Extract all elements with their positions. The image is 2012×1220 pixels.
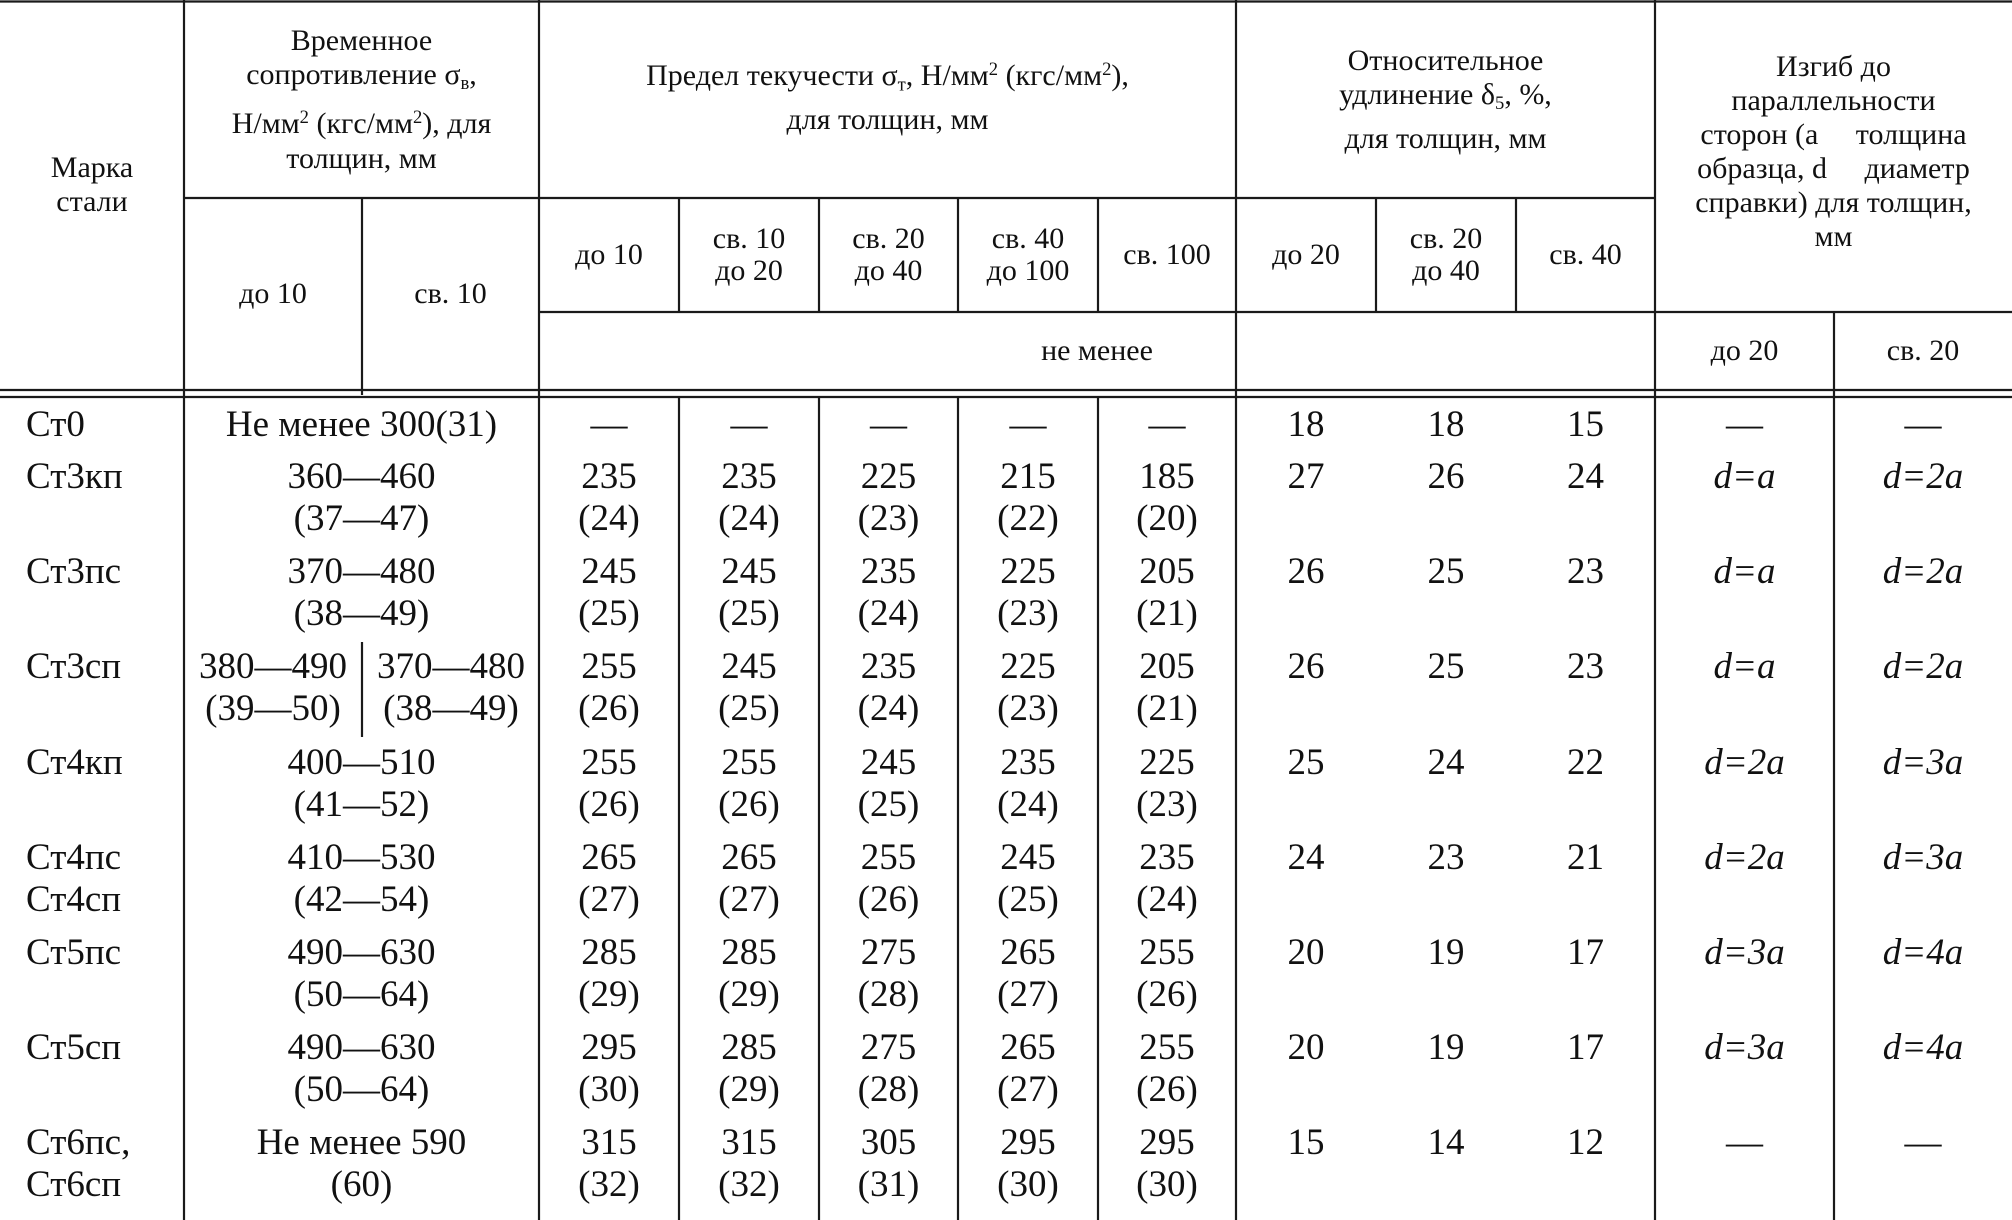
steel-grade-cell [26,932,182,974]
elongation-cell: 26 [1287,646,1325,687]
elongation-cell: 24 [1287,837,1325,878]
steel-grade: Ст5сп [26,1027,122,1068]
yield-strength-cell-line: 245 [1000,837,1056,878]
yield-strength-cell-line: 255 [721,742,777,783]
yield-strength-cell-line: 315 [721,1122,777,1163]
bend-test-cell: — [1726,1122,1763,1163]
header-text: св. 40 [991,222,1065,255]
yield-strength-cell-line: 245 [860,742,917,783]
yield-strength-cell-line: (23) [1136,784,1198,825]
yield-strength-cell [1098,646,1236,730]
tensile-strength-cell-line: 490—630 [287,932,436,973]
elongation-cell: 24 [1427,742,1465,783]
yield-40-100-header [958,198,1098,312]
elongation-cell: 25 [1427,646,1465,687]
steel-grade-cell [26,1122,182,1206]
yield-strength-cell-line: 285 [581,932,637,973]
yield-strength-cell [1098,551,1236,635]
tensile-strength-cell-line: (50—64) [293,974,430,1015]
tensile-strength-cell-line: (42—54) [293,879,430,920]
tensile-over10-cell [366,646,536,730]
yield-strength-cell-line: (23) [997,688,1059,729]
steel-grade-cell [26,837,182,921]
header-line: параллельности [1731,84,1936,117]
tensile-strength-cell-line: (60) [330,1164,393,1205]
bend-test-cell: d=4a [1882,932,1964,973]
yield-strength-cell [958,932,1098,1016]
tensile-strength-cell [184,1122,539,1206]
header-fragment: удлинение δ [1339,78,1496,112]
yield-strength-cell [539,932,679,1016]
header-text: до 20 [715,254,783,287]
steel-grade: Ст4кп [26,742,123,783]
tensile-strength-cell [184,404,539,446]
steel-grade-cell [26,1027,182,1069]
elongation-cell: 19 [1427,1027,1465,1068]
steel-grade: Ст4сп [26,879,122,920]
bend-upto20-header [1655,312,1834,390]
header-fragment: 2 [988,59,999,81]
tensile-over10-header [362,198,539,390]
yield-strength-cell [539,1122,679,1206]
yield-strength-cell-line: — [1009,404,1047,445]
bend-test-header [1655,47,2012,257]
yield-strength-cell [819,551,958,635]
elongation-cell: 23 [1567,646,1604,687]
yield-strength-cell-line: 275 [860,932,917,973]
steel-grade: Ст5пс [26,932,122,973]
yield-strength-cell-line: (26) [1136,974,1198,1015]
yield-20-40-header [819,198,958,312]
header-line: мм [1814,220,1853,253]
yield-strength-cell-line: (30) [1136,1164,1198,1205]
yield-strength-cell-line: 235 [860,646,917,687]
header-fragment: Предел текучести σ [646,59,898,93]
yield-strength-cell-line: (30) [997,1164,1059,1205]
elongation-cell: 23 [1567,551,1604,592]
yield-strength-cell [679,837,819,921]
yield-strength-cell-line: 245 [721,551,777,592]
yield-strength-cell-line: (26) [578,688,640,729]
yield-strength-cell-line: 255 [581,742,637,783]
yield-strength-cell [819,837,958,921]
yield-strength-cell [679,1122,819,1206]
header-line: образца, d диаметр [1697,152,1970,185]
yield-strength-cell-line: (27) [718,879,780,920]
header-text: св. 10 [712,222,786,255]
yield-strength-cell-line: 235 [721,456,777,497]
yield-strength-cell [958,551,1098,635]
yield-strength-cell [1098,1027,1236,1111]
tensile-upto10-cell-line: 380—490 [199,646,347,687]
tensile-strength-cell [184,551,539,635]
yield-strength-cell-line: — [730,404,768,445]
yield-strength-cell-line: 185 [1139,456,1195,497]
yield-strength-cell-line: (25) [578,593,640,634]
header-line: справки) для толщин, [1695,186,1972,219]
bend-test-cell: d=2a [1882,551,1964,592]
yield-strength-cell-line: 295 [581,1027,637,1068]
header-fragment: в [460,73,470,95]
tensile-upto10-cell-line: (39—50) [205,688,341,729]
steel-grade-cell [26,456,182,498]
header-text: св. 20 [852,222,925,255]
tensile-strength-cell [184,1027,539,1111]
yield-strength-cell [679,1027,819,1111]
yield-strength-cell-line: — [870,404,907,445]
header-line: Изгиб до [1776,50,1891,83]
header-text: св. 100 [1123,238,1211,271]
header-fragment: 2 [412,107,423,129]
header-fragment: ), [1111,59,1129,93]
yield-strength-cell-line: (23) [997,593,1059,634]
yield-strength-cell [539,646,679,730]
yield-strength-cell-line: (28) [857,974,920,1015]
elongation-cell: 18 [1287,404,1325,445]
header-fragment: (кгс/мм [998,59,1103,93]
steel-grade-cell [26,404,182,446]
header-line [246,58,477,101]
yield-strength-cell-line: 285 [721,1027,777,1068]
elongation-cell: 20 [1287,932,1325,973]
elongation-cell: 23 [1427,837,1465,878]
yield-strength-cell [958,646,1098,730]
tensile-strength-cell-line: (50—64) [293,1069,430,1110]
header-line: Временное [290,24,433,58]
header-fragment: т [897,74,906,96]
tensile-strength-cell [184,742,539,826]
yield-strength-cell-line: (27) [997,974,1059,1015]
yield-strength-cell-line: 235 [1000,742,1056,783]
tensile-over10-cell-line: 370—480 [377,646,525,687]
header-fragment: , [469,58,477,92]
header-fragment: (кгс/мм [308,107,413,141]
yield-strength-cell [958,742,1098,826]
bend-test-cell: d=4a [1882,1027,1964,1068]
yield-strength-cell-line: (24) [578,498,640,539]
steel-grade-cell [26,551,182,593]
yield-strength-cell [679,456,819,540]
header-text: св. 20 [1886,334,1960,367]
header-fragment: 5 [1495,93,1505,115]
yield-strength-cell-line: (26) [857,879,920,920]
header-text: не менее [1041,334,1153,367]
bend-test-cell: — [1904,1122,1942,1163]
yield-upto10-header [539,198,679,312]
elongation-cell: 12 [1567,1122,1604,1163]
tensile-over10-cell-line: (38—49) [383,688,519,729]
yield-strength-cell-line: 295 [1000,1122,1056,1163]
yield-strength-cell [1098,932,1236,1016]
header-line [646,53,1129,102]
yield-strength-cell-line: 235 [581,456,637,497]
steel-grade: Ст3сп [26,646,122,687]
header-text: св. 40 [1549,238,1622,271]
yield-strength-cell-line: (25) [718,593,780,634]
yield-10-20-header [679,198,819,312]
yield-strength-cell [679,932,819,1016]
header-line [232,101,492,141]
header-text: св. 20 [1409,222,1483,255]
tensile-upto10-header [184,198,362,390]
elongation-cell: 14 [1427,1122,1465,1163]
header-text: до 20 [1710,334,1779,367]
yield-strength-cell-line: (26) [578,784,640,825]
yield-strength-cell [1098,404,1236,446]
elongation-cell: 25 [1287,742,1325,783]
bend-test-cell: d=3a [1882,837,1964,878]
elong-upto20-header [1236,198,1376,312]
yield-strength-cell-line: 225 [1000,551,1056,592]
tensile-strength-cell-line: (41—52) [293,784,430,825]
yield-strength-cell [539,742,679,826]
yield-strength-cell-line: (24) [857,593,920,634]
yield-strength-cell [539,404,679,446]
tensile-strength-cell-line: 490—630 [287,1027,436,1068]
yield-strength-header [539,45,1236,145]
header-fragment: ), для [422,107,492,141]
not-less-header [539,312,1655,390]
header-text: до 10 [575,238,643,271]
header-fragment: 2 [299,107,309,129]
yield-strength-cell-line: (26) [1136,1069,1198,1110]
tensile-strength-cell-line: (37—47) [293,498,430,539]
yield-strength-cell-line: 275 [860,1027,917,1068]
elongation-cell: 26 [1427,456,1465,497]
elongation-cell: 15 [1287,1122,1325,1163]
yield-strength-cell-line: 255 [860,837,917,878]
yield-strength-cell-line: 255 [1139,1027,1195,1068]
tensile-upto10-cell [188,646,358,730]
steel-grade: Ст6пс, [26,1122,131,1163]
yield-strength-cell-line: (24) [997,784,1059,825]
yield-strength-cell-line: (27) [578,879,640,920]
tensile-strength-cell-line: 400—510 [287,742,436,783]
header-line [1339,78,1552,121]
tensile-strength-cell [184,456,539,540]
header-fragment: сопротивление σ [246,58,461,92]
yield-strength-cell-line: (32) [578,1164,640,1205]
yield-strength-cell-line: 235 [860,551,917,592]
bend-test-cell: d=2a [1882,456,1964,497]
steel-grade: Ст0 [26,404,85,445]
bend-test-cell: d=3a [1704,1027,1785,1068]
elong-20-40-header [1376,198,1516,312]
yield-strength-cell-line: 265 [721,837,777,878]
tensile-strength-cell-line: 360—460 [287,456,436,497]
header-fragment: , Н/мм [905,59,989,93]
yield-strength-cell [679,742,819,826]
yield-strength-cell-line: (28) [857,1069,920,1110]
yield-strength-cell-line: (20) [1136,498,1198,539]
yield-strength-cell-line: 255 [581,646,637,687]
yield-strength-cell [1098,742,1236,826]
steel-grade-cell [26,646,182,688]
yield-strength-cell [539,837,679,921]
yield-strength-cell-line: (26) [718,784,780,825]
header-text: до 10 [239,277,307,310]
bend-test-cell: d=2a [1704,837,1785,878]
yield-strength-cell-line: 295 [1139,1122,1195,1163]
yield-strength-cell-line: 265 [1000,932,1056,973]
yield-strength-cell-line: 225 [1139,742,1195,783]
yield-strength-cell-line: (29) [578,974,640,1015]
elongation-cell: 18 [1427,404,1465,445]
yield-strength-cell-line: 255 [1139,932,1195,973]
elongation-cell: 26 [1287,551,1325,592]
yield-strength-cell [679,646,819,730]
header-line: для толщин, мм [786,102,989,136]
header-line: Относительное [1347,44,1544,78]
bend-test-cell: d=a [1713,646,1776,687]
yield-strength-cell-line: 305 [860,1122,917,1163]
yield-strength-cell-line: 285 [721,932,777,973]
yield-strength-cell-line: 245 [581,551,637,592]
elongation-header [1236,35,1655,165]
yield-strength-cell-line: 235 [1139,837,1195,878]
steel-grade: Ст3пс [26,551,122,592]
bend-test-cell: — [1726,404,1763,445]
header-fragment: Н/мм [231,107,300,141]
elongation-cell: 25 [1427,551,1465,592]
yield-strength-cell-line: 205 [1139,646,1195,687]
yield-strength-cell [958,404,1098,446]
yield-strength-cell-line: (30) [578,1069,640,1110]
yield-strength-cell-line: — [1148,404,1186,445]
tensile-strength-header [184,20,539,180]
elongation-cell: 20 [1287,1027,1325,1068]
yield-strength-cell-line: (21) [1136,593,1198,634]
bend-test-cell: d=3a [1704,932,1785,973]
tensile-strength-cell [184,932,539,1016]
header-line: толщин, мм [286,141,437,175]
yield-strength-cell-line: (29) [718,1069,780,1110]
yield-strength-cell [1098,456,1236,540]
elongation-cell: 15 [1567,404,1604,445]
elongation-cell: 22 [1567,742,1604,783]
yield-strength-cell-line: 245 [721,646,777,687]
header-text: св. 10 [414,277,487,310]
steel-grade-cell [26,742,182,784]
yield-strength-cell-line: — [590,404,628,445]
tensile-strength-cell [184,837,539,921]
header-text: до 100 [986,254,1070,287]
yield-strength-cell-line: (23) [857,498,920,539]
yield-strength-cell-line: (32) [718,1164,780,1205]
yield-strength-cell [819,1122,958,1206]
yield-strength-cell-line: 315 [581,1122,637,1163]
steel-grade: Ст4пс [26,837,122,878]
yield-strength-cell [679,551,819,635]
yield-strength-cell-line: (29) [718,974,780,1015]
yield-strength-cell [958,1027,1098,1111]
yield-strength-cell [1098,837,1236,921]
elongation-cell: 19 [1427,932,1465,973]
bend-test-cell: d=2a [1704,742,1785,783]
steel-grade: Ст3кп [26,456,123,497]
yield-strength-cell [1098,1122,1236,1206]
tensile-strength-cell-line: Не менее 300(31) [225,404,498,445]
elongation-cell: 24 [1567,456,1604,497]
yield-strength-cell-line: (27) [997,1069,1059,1110]
yield-strength-cell [539,551,679,635]
yield-strength-cell-line: (22) [997,498,1059,539]
tensile-strength-cell-line: (38—49) [293,593,430,634]
yield-strength-cell [819,1027,958,1111]
bend-test-cell: d=a [1713,456,1776,497]
yield-strength-cell-line: (24) [718,498,780,539]
yield-strength-cell [958,456,1098,540]
elong-over40-header [1516,198,1655,312]
yield-strength-cell [958,837,1098,921]
yield-strength-cell-line: (31) [857,1164,920,1205]
yield-strength-cell [539,456,679,540]
yield-strength-cell-line: (25) [718,688,780,729]
yield-strength-cell-line: 225 [860,456,917,497]
bend-test-cell: — [1904,404,1942,445]
yield-strength-cell-line: 225 [1000,646,1056,687]
yield-strength-cell [819,646,958,730]
header-fragment: , %, [1504,78,1552,112]
tensile-strength-cell-line: Не менее 590 [256,1122,467,1163]
header-text: до 40 [1412,254,1480,287]
header-line: сторон (а толщина [1700,118,1967,151]
tensile-strength-cell-line: 370—480 [287,551,436,592]
yield-strength-cell-line: (24) [857,688,920,729]
header-fragment: 2 [1102,59,1112,81]
bend-over20-header [1834,312,2012,390]
yield-strength-cell [819,742,958,826]
bend-test-cell: d=2a [1882,646,1964,687]
yield-strength-cell-line: (21) [1136,688,1198,729]
yield-strength-cell-line: 205 [1139,551,1195,592]
yield-strength-cell-line: 265 [581,837,637,878]
yield-strength-cell [819,456,958,540]
yield-strength-cell-line: (24) [1136,879,1198,920]
grade-header [0,150,184,220]
yield-over100-header [1098,198,1236,312]
bend-test-cell: d=3a [1882,742,1964,783]
header-text: до 20 [1272,238,1340,271]
header-text: до 40 [854,254,923,287]
yield-strength-cell [958,1122,1098,1206]
yield-strength-cell-line: (25) [857,784,920,825]
yield-strength-cell-line: 265 [1000,1027,1056,1068]
bend-test-cell: d=a [1713,551,1776,592]
yield-strength-cell [819,932,958,1016]
elongation-cell: 21 [1567,837,1604,878]
yield-strength-cell [679,404,819,446]
yield-strength-cell [539,1027,679,1111]
yield-strength-cell [819,404,958,446]
tensile-strength-cell-line: 410—530 [287,837,436,878]
elongation-cell: 17 [1567,932,1604,973]
yield-strength-cell-line: 215 [1000,456,1056,497]
yield-strength-cell-line: (25) [997,879,1059,920]
grade-header-text: Марка стали [50,151,134,218]
elongation-cell: 17 [1567,1027,1604,1068]
elongation-cell: 27 [1287,456,1325,497]
steel-grade: Ст6сп [26,1164,122,1205]
header-line: для толщин, мм [1344,121,1547,155]
